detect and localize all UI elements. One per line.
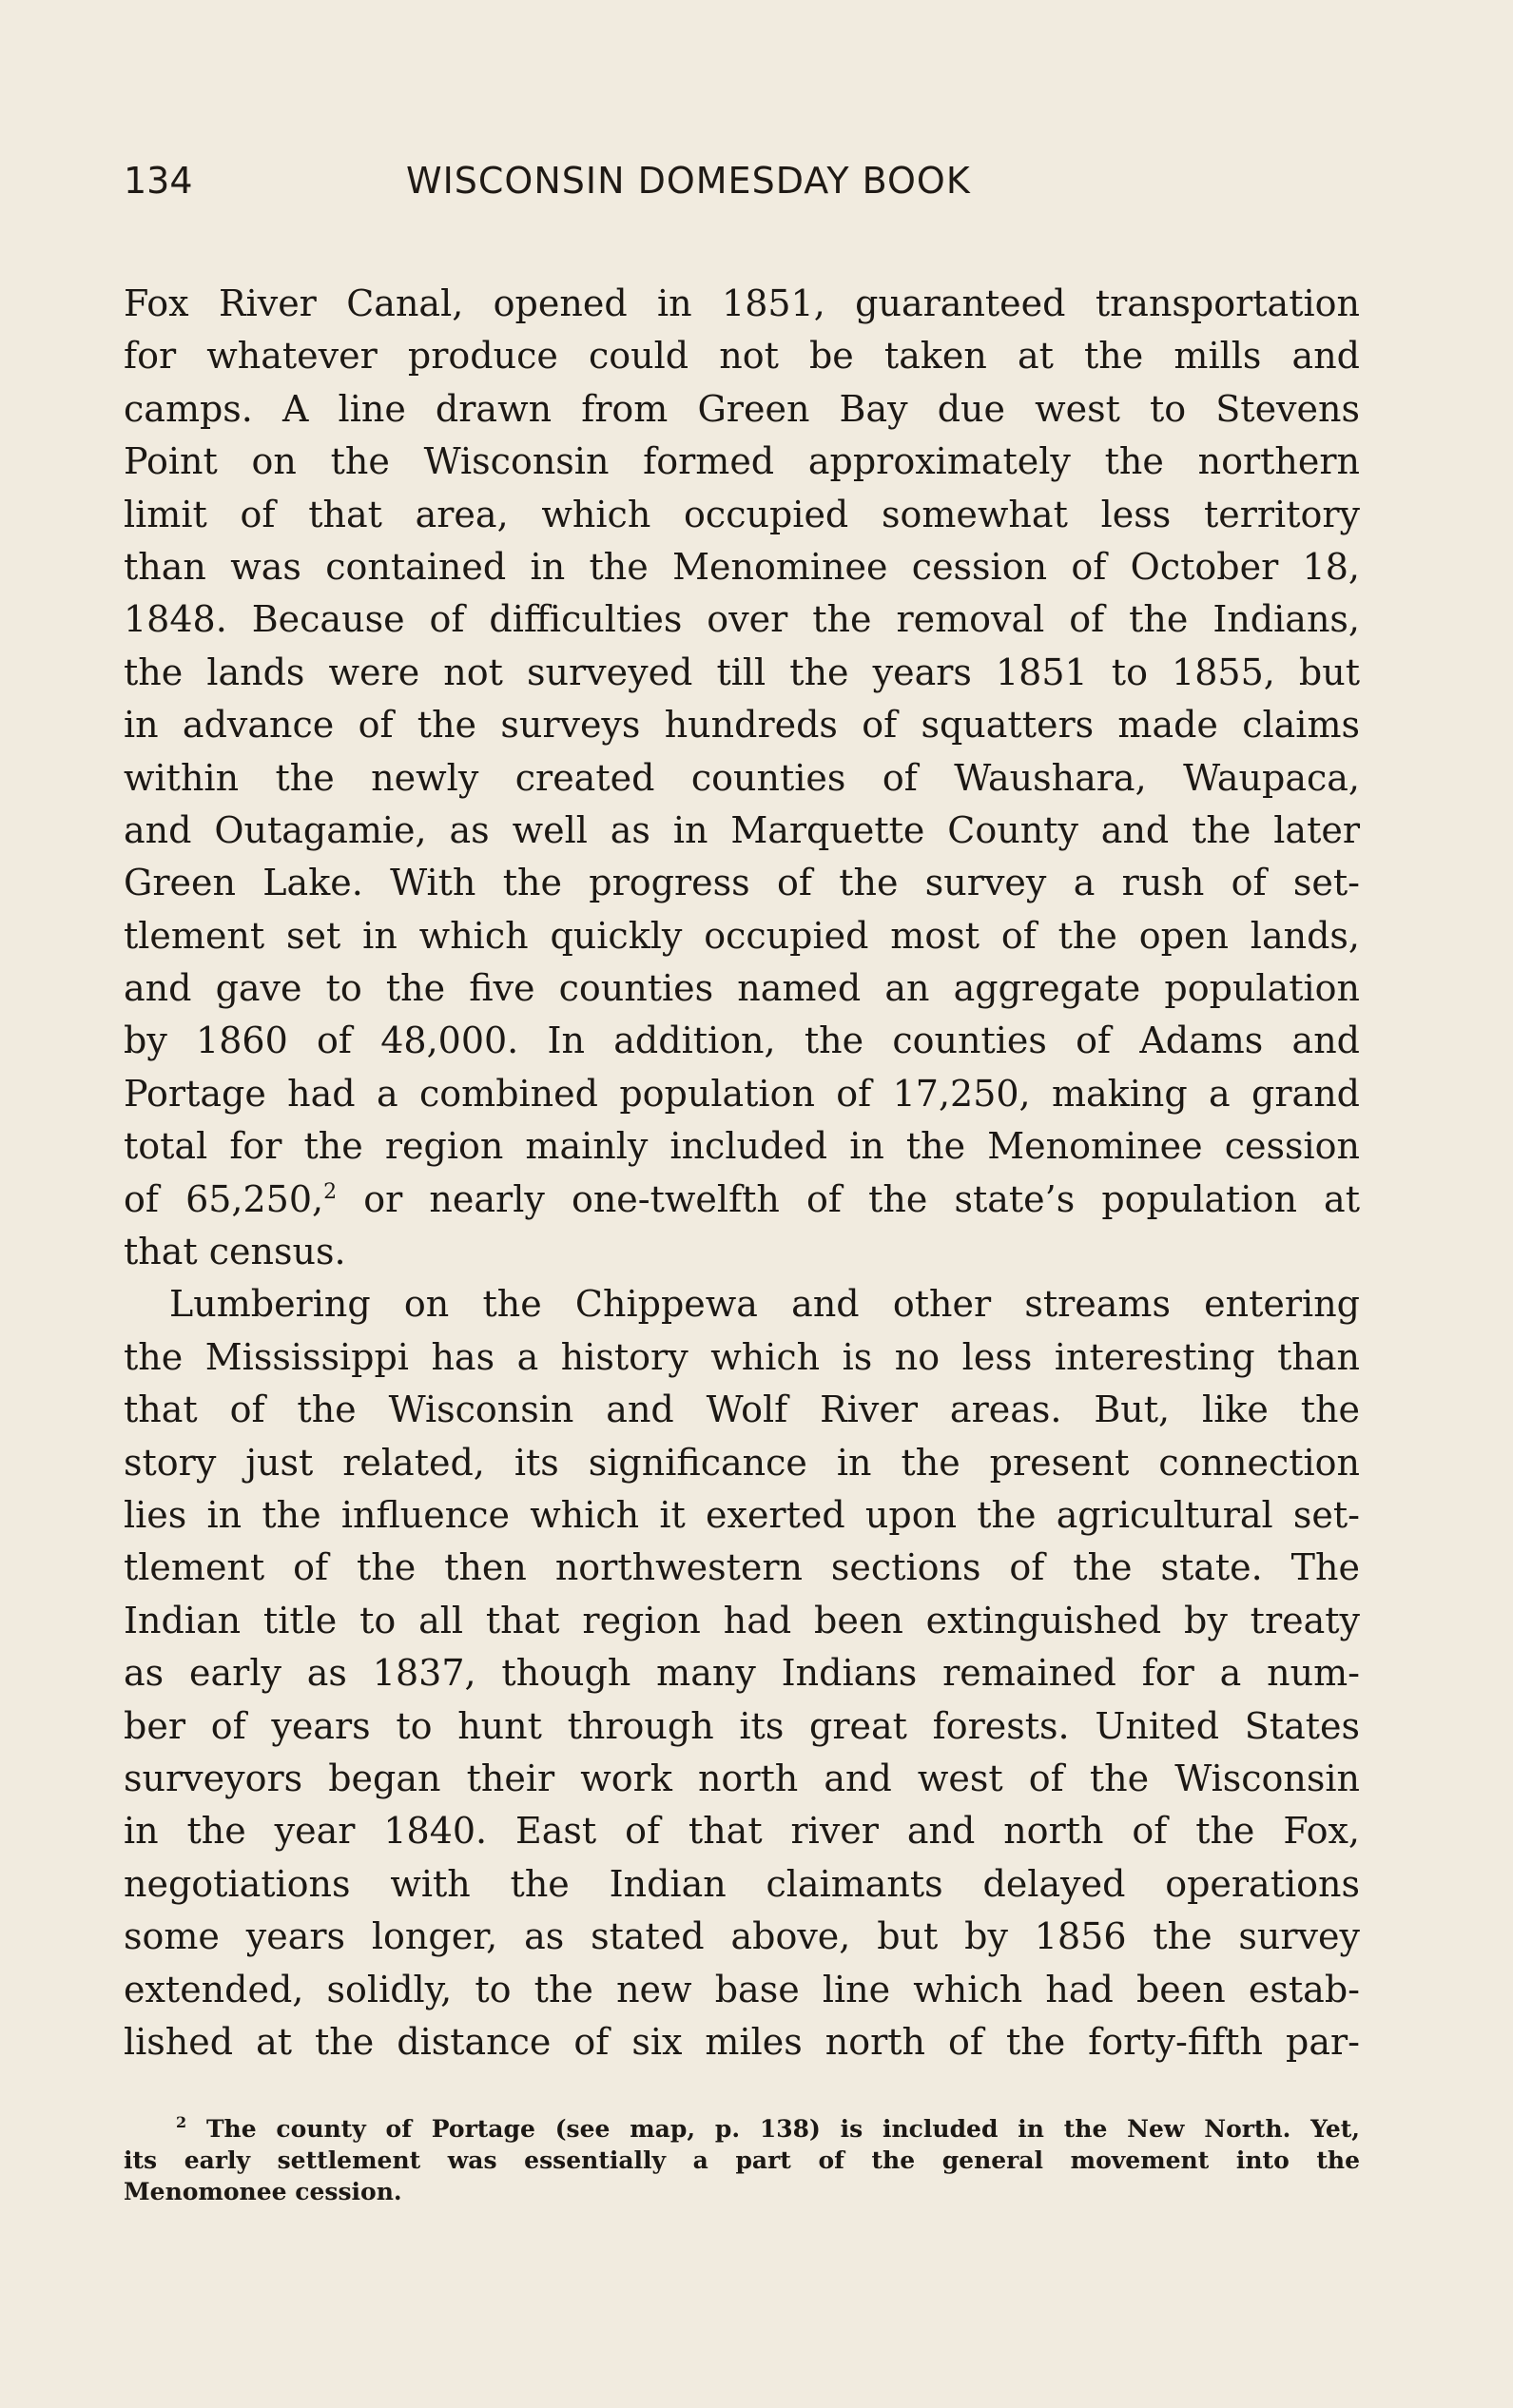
paragraph-first-line: Lumbering on the Chippewa and other streams entering bbox=[169, 1283, 1360, 1326]
footnotes bbox=[124, 2113, 1360, 2207]
text-fragment: or nearly one-twelfth of the state’s population at bbox=[337, 1177, 1360, 1220]
text-line-with-footnote-ref bbox=[124, 1174, 1360, 1226]
text-line: Fox River Canal, opened in 1851, guaranteed transportation bbox=[124, 282, 1360, 324]
running-head bbox=[124, 160, 1360, 217]
text-line: camps. A line drawn from Green Bay due west to Stevens bbox=[124, 387, 1360, 430]
text-line: Green Lake. With the progress of the survey a rush of set- bbox=[124, 862, 1360, 904]
footnote-text: The county of Portage (see map, p. 138) is included in the New North. Yet, bbox=[186, 2115, 1360, 2143]
text-line: and Outagamie, as well as in Marquette County and the later bbox=[124, 808, 1360, 851]
text-line: that census. bbox=[124, 1231, 346, 1273]
text-line: some years longer, as stated above, but by 1856 the survey bbox=[124, 1915, 1360, 1958]
text-line: tlement set in which quickly occupied most of the open lands, bbox=[124, 914, 1360, 957]
footnote-line: its early settlement was essentially a part of the general movement into the bbox=[124, 2146, 1360, 2174]
text-line: for whatever produce could not be taken at the mills and bbox=[124, 335, 1360, 378]
text-fragment: of 65,250, bbox=[124, 1177, 324, 1220]
running-title: WISCONSIN DOMESDAY BOOK bbox=[406, 160, 971, 202]
text-line: Indian title to all that region had been extinguished by treaty bbox=[124, 1599, 1360, 1641]
text-line: in the year 1840. East of that river and north of the Fox, bbox=[124, 1810, 1360, 1853]
text-line: in advance of the surveys hundreds of squatters made claims bbox=[124, 704, 1360, 747]
text-line: and gave to the five counties named an aggregate population bbox=[124, 967, 1360, 1010]
footnote-reference: 2 bbox=[323, 1179, 338, 1204]
footnote-line: Menomonee cession. bbox=[124, 2178, 402, 2205]
text-line: extended, solidly, to the new base line which had been estab- bbox=[124, 1968, 1360, 2010]
text-line: the lands were not surveyed till the years 1851 to 1855, but bbox=[124, 651, 1360, 693]
text-line: the Mississippi has a history which is no less interesting than bbox=[124, 1335, 1360, 1378]
text-line: surveyors began their work north and west of the Wisconsin bbox=[124, 1757, 1360, 1799]
text-line: limit of that area, which occupied somewhat less territory bbox=[124, 493, 1360, 535]
text-line: 1848. Because of difficulties over the removal of the Indians, bbox=[124, 598, 1360, 641]
text-line: that of the Wisconsin and Wolf River areas. But, like the bbox=[124, 1388, 1360, 1431]
text-line: tlement of the then northwestern sections of the state. The bbox=[124, 1546, 1360, 1589]
text-line: by 1860 of 48,000. In addition, the counties of Adams and bbox=[124, 1020, 1360, 1062]
text-line: story just related, its significance in the present connection bbox=[124, 1441, 1360, 1484]
body-text bbox=[124, 278, 1360, 2068]
text-line: Portage had a combined population of 17,250, making a grand bbox=[124, 1072, 1360, 1115]
page-number: 134 bbox=[124, 160, 193, 202]
text-line: as early as 1837, though many Indians remained for a num- bbox=[124, 1652, 1360, 1695]
text-line: lies in the influence which it exerted upon the agricultural set- bbox=[124, 1493, 1360, 1536]
text-line: lished at the distance of six miles north of the forty-fifth par- bbox=[124, 2020, 1360, 2063]
footnote-marker: 2 bbox=[176, 2113, 187, 2131]
text-line: within the newly created counties of Waushara, Waupaca, bbox=[124, 756, 1360, 799]
footnote-line bbox=[124, 2113, 1360, 2145]
text-line: Point on the Wisconsin formed approximately the northern bbox=[124, 440, 1360, 483]
text-line: total for the region mainly included in the Menominee cession bbox=[124, 1125, 1360, 1168]
text-line: ber of years to hunt through its great forests. United States bbox=[124, 1704, 1360, 1747]
text-line: negotiations with the Indian claimants delayed operations bbox=[124, 1862, 1360, 1905]
text-line: than was contained in the Menominee cession of October 18, bbox=[124, 545, 1360, 588]
